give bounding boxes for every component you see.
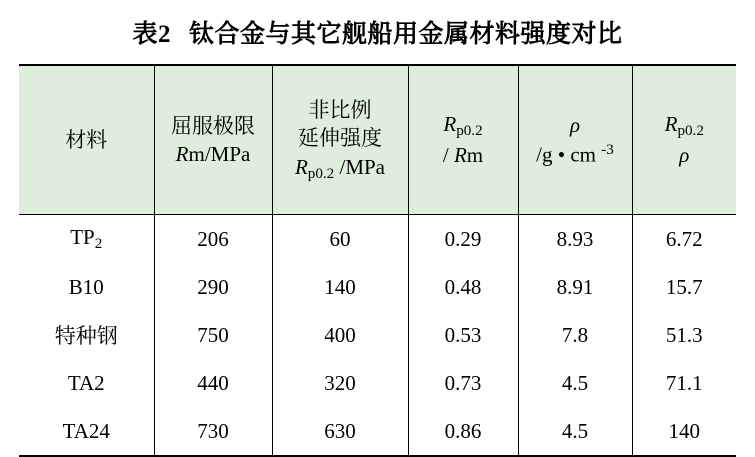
column-header-material-line1: 材料 xyxy=(65,127,108,152)
cell-material: $TP_2$ xyxy=(19,215,154,264)
caption-number: 2 xyxy=(158,21,171,48)
column-header-ratio-line1: $R_{p0.2}$ xyxy=(443,112,483,139)
caption-label: 表 xyxy=(132,21,158,48)
cell-yield-strength: 750 xyxy=(154,311,272,359)
column-header-proof-strength xyxy=(272,65,408,215)
column-header-ratio xyxy=(408,65,518,215)
column-header-proof-strength-line2: 延伸强度 xyxy=(298,126,382,151)
cell-ratio: 0.48 xyxy=(408,263,518,311)
table-header-row xyxy=(19,65,736,215)
cell-density: 7.8 xyxy=(518,311,632,359)
table-row xyxy=(19,311,736,359)
column-header-material xyxy=(19,65,154,215)
cell-material: 特种钢 xyxy=(19,311,154,359)
cell-specific-strength: 71.1 xyxy=(665,370,703,395)
caption-title: 钛合金与其它舰船用金属材料强度对比 xyxy=(189,21,623,48)
column-header-specific-strength-line1: $R_{p0.2}$ xyxy=(664,112,704,139)
column-header-ratio-line2: / Rm xyxy=(442,143,484,168)
table-row xyxy=(19,263,736,311)
column-header-specific-strength-line2: ρ xyxy=(679,143,690,168)
table-row xyxy=(19,407,736,456)
cell-proof-strength: 60 xyxy=(272,215,408,264)
cell-yield-strength: 730 xyxy=(154,407,272,456)
column-header-yield-strength-line1: 屈服极限 xyxy=(171,113,255,138)
cell-specific-strength: 51.3 xyxy=(665,322,703,347)
cell-density: 8.93 xyxy=(518,215,632,264)
cell-ratio: 0.86 xyxy=(408,407,518,456)
cell-proof-strength: 400 xyxy=(272,311,408,359)
cell-ratio: 0.29 xyxy=(408,215,518,264)
column-header-yield-strength-line2: Rm/MPa xyxy=(175,142,251,166)
cell-specific-strength: 15.7 xyxy=(665,274,703,299)
column-header-yield-strength xyxy=(154,65,272,215)
column-header-specific-strength xyxy=(632,65,736,215)
comparison-table xyxy=(19,64,736,457)
cell-material: TA2 xyxy=(19,359,154,407)
cell-ratio: 0.53 xyxy=(408,311,518,359)
cell-density: 4.5 xyxy=(518,407,632,456)
cell-yield-strength: 290 xyxy=(154,263,272,311)
cell-ratio: 0.73 xyxy=(408,359,518,407)
table-header xyxy=(19,65,736,215)
cell-material: B10 xyxy=(19,263,154,311)
column-header-density xyxy=(518,65,632,215)
column-header-proof-strength-line1: 非比例 xyxy=(308,98,372,123)
table-caption xyxy=(0,0,755,64)
table-body xyxy=(19,215,736,457)
cell-material: TA24 xyxy=(19,407,154,456)
cell-density: 4.5 xyxy=(518,359,632,407)
cell-proof-strength: 630 xyxy=(272,407,408,456)
cell-specific-strength: 6.72 xyxy=(665,226,703,251)
cell-yield-strength: 440 xyxy=(154,359,272,407)
table-row xyxy=(19,359,736,407)
cell-proof-strength: 140 xyxy=(272,263,408,311)
cell-proof-strength: 320 xyxy=(272,359,408,407)
column-header-proof-strength-line3: $R_{p0.2}$ /MPa xyxy=(294,154,386,182)
cell-density: 8.91 xyxy=(518,263,632,311)
table-row xyxy=(19,215,736,264)
cell-yield-strength: 206 xyxy=(154,215,272,264)
column-header-density-line2: /g • cm $^{-3}$ xyxy=(536,141,614,167)
cell-specific-strength: 140 xyxy=(632,407,736,456)
column-header-density-line1: ρ xyxy=(569,113,581,138)
